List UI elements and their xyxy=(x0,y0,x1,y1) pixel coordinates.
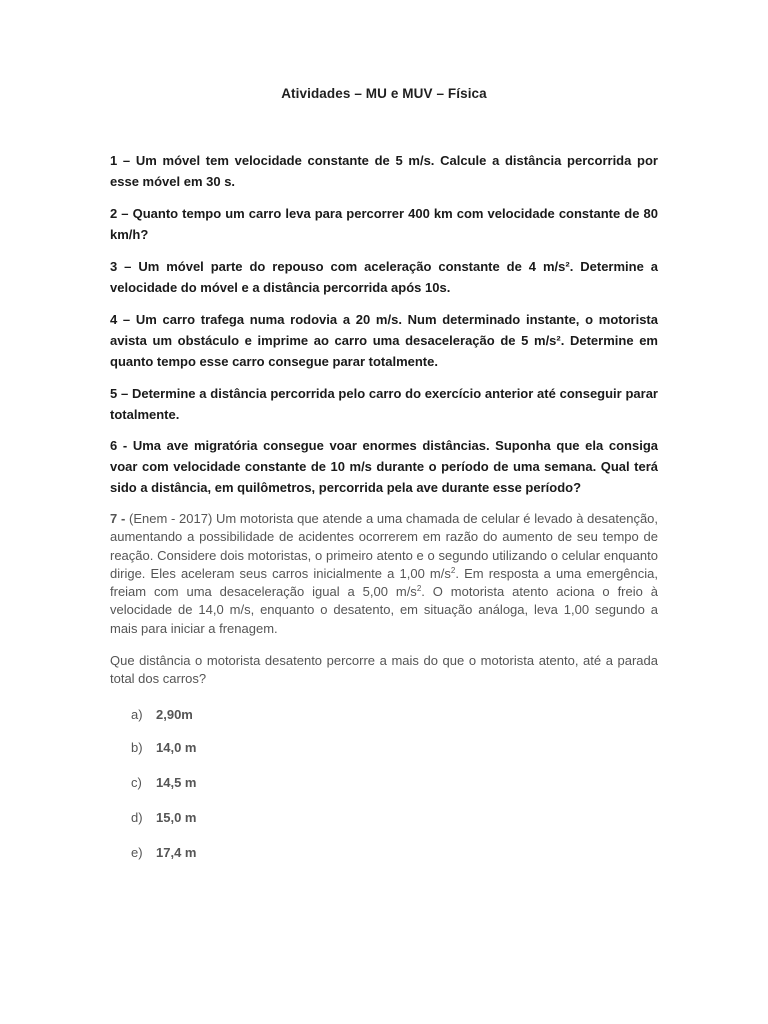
option-letter: e) xyxy=(131,845,143,860)
option-text: 17,4 m xyxy=(156,845,197,860)
question-6: 6 - Uma ave migratória consegue voar enormes distâncias. Suponha que ela consiga voar com velocidade constante de 10 m/s durante o período de uma semana. Qual terá sido a distância, em quilômetros, percorrida pela ave durante esse período? xyxy=(110,438,658,495)
option-letter: c) xyxy=(131,775,142,790)
option-text: 15,0 m xyxy=(156,810,197,825)
question-7-text-part1: (Enem - 2017) Um motorista que atende a uma chamada de celular é levado à desatenção, aumentando a possibilidade de acidentes ocorrerem em razão do aumento de seu tempo de reação. Considere dois motoristas, o primeiro atento e o segundo utilizando o celular enquanto dirige. Eles aceleram seus carros inicialmente a 1,00 m/s xyxy=(110,511,659,581)
option-letter: a) xyxy=(131,707,143,722)
option-text: 14,0 m xyxy=(156,740,197,755)
option-e xyxy=(131,845,196,860)
question-7-number: 7 - xyxy=(110,511,126,526)
question-7-superscript-2: 2 xyxy=(416,584,422,594)
question-1: 1 – Um móvel tem velocidade constante de 5 m/s. Calcule a distância percorrida por esse móvel em 30 s. xyxy=(110,153,658,189)
option-text: 2,90m xyxy=(156,707,193,722)
option-text: 14,5 m xyxy=(156,775,197,790)
option-letter: d) xyxy=(131,810,143,825)
question-7-text-part2: . Em resposta a uma emergência, freiam com uma desaceleração igual a 5,00 m/s xyxy=(110,565,658,600)
question-7-text-part3: . O motorista atento aciona o freio à velocidade de 14,0 m/s, enquanto o desatento, em situação análoga, leva 1,00 segundo a mais para iniciar a frenagem. xyxy=(110,584,658,636)
option-d xyxy=(131,810,196,825)
question-3: 3 – Um móvel parte do repouso com aceleração constante de 4 m/s². Determine a velocidade do móvel e a distância percorrida após 10s. xyxy=(110,259,658,295)
question-2: 2 – Quanto tempo um carro leva para percorrer 400 km com velocidade constante de 80 km/h? xyxy=(110,206,658,242)
page-title: Atividades – MU e MUV – Física xyxy=(281,86,487,101)
question-7-statement xyxy=(110,510,658,638)
question-7-superscript-1: 2 xyxy=(450,565,456,575)
option-c xyxy=(131,775,196,790)
question-5: 5 – Determine a distância percorrida pelo carro do exercício anterior até conseguir parar totalmente. xyxy=(110,386,658,422)
question-7-prompt: Que distância o motorista desatento percorre a mais do que o motorista atento, até a parada total dos carros? xyxy=(110,653,658,687)
option-b xyxy=(131,740,196,755)
question-4: 4 – Um carro trafega numa rodovia a 20 m/s. Num determinado instante, o motorista avista um obstáculo e imprime ao carro uma desaceleração de 5 m/s². Determine em quanto tempo esse carro consegue parar totalmente. xyxy=(110,312,658,369)
option-a xyxy=(131,707,193,722)
option-letter: b) xyxy=(131,740,143,755)
